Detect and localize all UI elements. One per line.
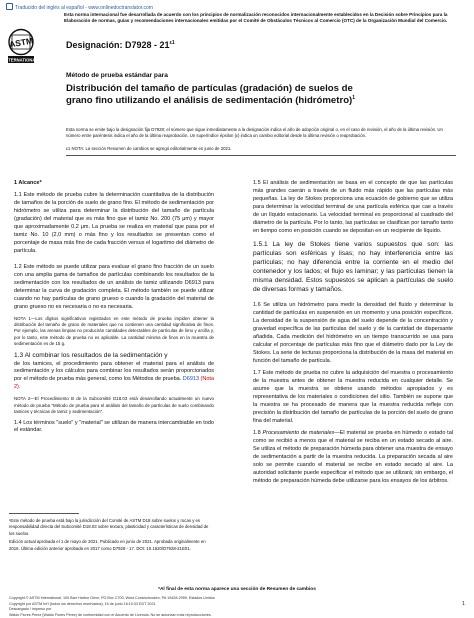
footnotes <box>9 518 214 554</box>
svg-text:ASTM: ASTM <box>8 35 34 50</box>
standards-notice: Esta norma internacional fue desarrollada de acuerdo con los principios de normalización reconocidos internacionalmente establecidos en la Decisión sobre Principios para la Elaboración de normas, guías y recomendaciones internacionales emitidas por el Comité de Obstáculos Técnicos al Comercio (OTC) de la Organización Mundial del Comercio. <box>64 12 448 23</box>
paragraph-1-3-lead: 1.3 Al combinar los resultados de la sedimentación y <box>14 352 168 360</box>
paragraph-1-4: 1.4 Los términos "suelo" y "material" se utilizan de manera intercambiable en todo el estándar. <box>14 419 214 434</box>
footnote-1: ¹Este método de prueba está bajo la jurisdicción del Comité de ASTM D18 sobre suelos y rocas y es responsabilidad directa del Subcomité D18.03 sobre textura, plasticidad y características de densidad de los suelos. <box>9 518 209 536</box>
d6913-link[interactable]: D6913 <box>182 376 200 383</box>
standard-type: Método de prueba estándar para <box>66 72 168 79</box>
paragraph-1-3: de los tamices, el procedimiento para obtener el material para el análisis de sedimentación y los cálculos para combinar los resultados serán proporcionados por el método de prueba más general, como los Métodos de prueba. D6913 (Nota 2). <box>14 360 214 391</box>
left-column <box>14 180 214 439</box>
translation-link[interactable]: Traducido del inglés al español - www.onlinedoctranslator.com <box>6 3 153 11</box>
note-1: NOTA 1—Los dígitos significativos registrados en este método de prueba impiden obtener la distribución del tamaño de grano de materiales que no contienen una cantidad significativa de finos. Por ejemplo, las arenas limpias no producirán cantidades detectables de partículas de limo y arcilla y, por lo tanto, este método de prueba no es aplicable. La cantidad mínima de finos en la muestra de sedimentación es de 15 g. <box>14 315 214 347</box>
divider <box>66 155 456 156</box>
note-2-link[interactable]: (Nota 2). <box>14 376 214 391</box>
footnote-2: Edición actual aprobada el 1 de mayo de 2021. Publicado en junio de 2021. Aprobada originalmente en 2016. Última edición anterior aprobada en 2017 como D7928 - 17. DOI: 10.1520/D7928-21E01. <box>9 539 206 551</box>
right-column <box>253 180 453 490</box>
copyright-block: Copyright © ASTM International, 100 Barr Harbor Drive, PO Box C700, West Conshohocken, PA 19428-2959. Estados Unidos Copyright por ASTM Int'l (todos los derechos reservados); 15 de junio 16:10:33 EDT 2021 Descargado / impreso por Waldo Flores Perez (Waldo Flores Perez) de conformidad con el Acuerdo de Licencia. No se autorizan más reproducciones. <box>9 596 215 617</box>
summary-of-changes-notice: *Al final de esta norma aparece una sección de Resumen de cambios <box>158 587 316 592</box>
document-icon <box>6 3 13 10</box>
section-heading: 1 Alcance* <box>14 180 42 186</box>
paragraph-1-1: 1.1 Este método de prueba cubre la determinación cuantitativa de la distribución de tamaños de la porción de suelo de grano fino. El método de sedimentación por hidrómetro se utiliza para determinar la distribución del tamaño de partícula (gradación) del material que es más fino que el tamiz No. 200 (75 μm) y mayor que aproximadamente 0,2 μm. La prueba se realiza en material que pasa por el tamiz No. 10 (2,0 mm) o más fino y los resultados se presentan como el porcentaje de masa más fino de cada fracción versus el logaritmo del diámetro de partícula. <box>14 191 214 254</box>
astm-logo <box>6 29 36 65</box>
astm-logo-icon <box>6 29 36 65</box>
paragraph-1-2: 1.2 Este método se puede utilizar para evaluar el grano fino fracción de un suelo con una amplia gama de tamaños de partículas combinando los resultados de la sedimentación con los resultados de un análisis de tamiz utilizando D6913 para determinar la curva de gradación completa. El método también se puede utilizar cuando no hay partículas de grano grueso o cuando la gradación del material de grano grueso no es necesaria o no es necesaria. <box>14 263 214 310</box>
designation-footnote: Esta norma se emite bajo la designación fija D7928; el número que sigue inmediatamente a la designación indica el año de adopción original o, en el caso de revisión, el año de la última revisión. Un número entre paréntesis indica el año de la última reaprobación. Un superíndice épsilon (ε) indica un cambio editorial desde la última revisión o reaprobación. <box>66 127 443 139</box>
note-2: NOTA 2—El Procedimiento B de la Subcomitté D18.03 está desarrollando actualmente un nuevo método de prueba "Método de prueba para el análisis del tamaño de partículas de suelo combinando tamices y técnicas de tamiz y sedimentación". <box>14 396 214 415</box>
paragraph-1-7: 1.7 Este método de prueba no cubre la adquisición del muestra o procesamiento de la muestra antes de obtener la muestra reducida en cualquier detalle. Se asume que la muestra se obtiene usando métodos apropiados y es representativa de los materiales o condiciones del sitio. También se supone que la muestra se ha procesado de manera que la muestra reducida refleje con precisión la distribución del tamaño de partículas de la porción del suelo de grano fina del material. <box>253 370 453 424</box>
paragraph-1-6: 1.6 Se utiliza un hidrómetro para medir la densidad del fluido y determinar la cantidad de partículas en suspensión en un momento y una posición específicos. La densidad de la suspensión de agua del suelo depende de la concentración y gravedad específica de las partículas del suelo y de la cantidad de dispersante añadida. Cada medición del hidrómetro en un tiempo transcurrido se usa para calcular el porcentaje de partículas más fino que el diámetro dado por la Ley de Stokes. La serie de lecturas proporciona la distribución de la masa del material en función del tamaño de partícula. <box>253 302 453 365</box>
document-title: Distribución del tamaño de partículas (gradación) de suelos de grano fino utilizando el análisis de sedimentación (hidrómetro)$^1$ <box>66 83 356 106</box>
designation: Designación: $D7928 - 21^{\varepsilon 1}$ <box>66 40 175 50</box>
designation-epsilon: ε1 <box>169 40 175 46</box>
paragraph-1-8: 1.8 Procesamiento de materiales—El material se prueba en húmedo o estado tal como se recibió a menos que el material se reciba en un estado secado al aire. Se utiliza el método de preparación húmeda para obtener una muestra de ensayo de sedimentación a partir de la muestra reducida. La preparación secada al aire solo se permite cuando el material se recibe en estado secado al aire. La autoridad solicitante puede especificar el método que se utilizará; sin embargo, el método de preparación húmeda debe utilizarse para los ensayos de los árbitros. <box>253 429 453 484</box>
editorial-note: ε1 NOTA: La sección Resumen de cambios se agregó editorialmente en junio de 2021. <box>66 146 232 151</box>
title-footnote-mark: 1 <box>352 94 356 101</box>
paragraph-1-5-1: 1.5.1 La ley de Stokes tiene varios supuestos que son: las partículas son esféricas y lisas; no hay interferencia entre las partículas; no hay diferencia entre la corriente en el medio del contenedor y los lados; el flujo es laminar; y las partículas tienen la misma densidad. Estos supuestos se aplican a partículas de suelo de diversas formas y tamaños. <box>253 240 453 294</box>
logo-label: INTERNATIONAL <box>4 57 38 63</box>
page-number: 1 <box>462 601 465 607</box>
paragraph-1-5: 1.5 El análisis de sedimentación se basa en el concepto de que las partículas más grandes caerán a través de un fluido más rápido que las partículas más pequeñas. La ley de Stokes proporciona una ecuación de gobierno que se utiliza para determinar la velocidad terminal de una partícula esférica que cae a través de un líquido estacionario. La velocidad terminal es proporcional al cuadrado del diámetro de la partícula. Por lo tanto, las partículas se clasifican por tamaño tanto en tiempo como en posición cuando se depositan en un recipiente de líquido. <box>253 180 453 234</box>
footnote-divider <box>9 513 79 514</box>
